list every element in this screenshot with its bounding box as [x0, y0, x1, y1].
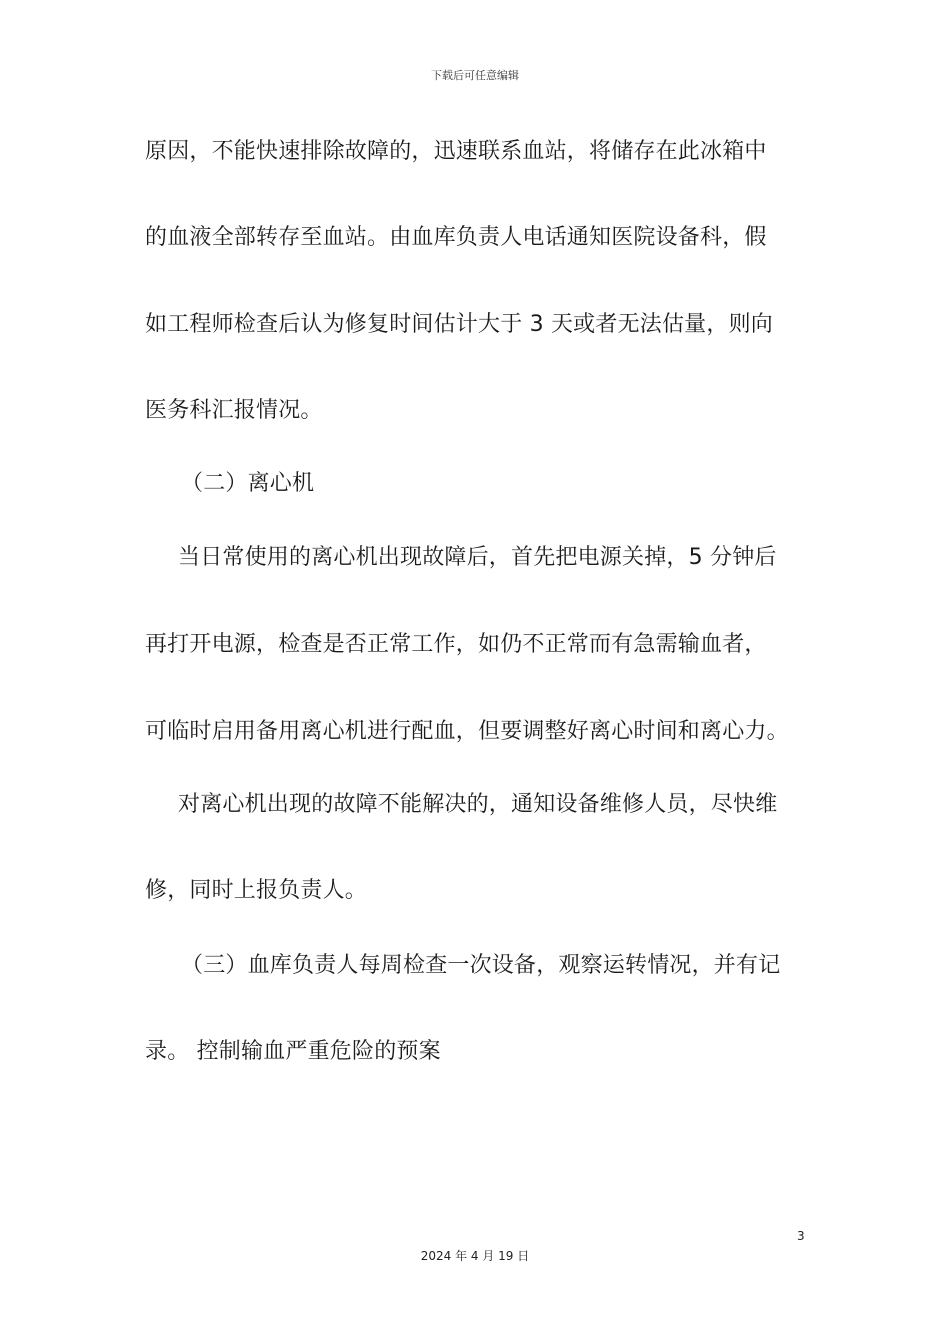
footer-date: 2024 年 4 月 19 日 — [420, 1249, 530, 1263]
paragraph-line: 可临时启用备用离心机进行配血，但要调整好离心时间和离心力。 — [145, 719, 789, 744]
paragraph-line: 医务科汇报情况。 — [145, 398, 323, 423]
section-heading: （二）离心机 — [181, 471, 315, 496]
paragraph-line: 再打开电源，检查是否正常工作，如仍不正常而有急需输血者， — [145, 632, 767, 657]
page-number: 3 — [797, 1229, 805, 1243]
paragraph-line: 的血液全部转存至血站。由血库负责人电话通知医院设备科，假 — [145, 225, 767, 250]
paragraph-line: 对离心机出现的故障不能解决的，通知设备维修人员，尽快维 — [178, 792, 778, 817]
paragraph-line: 当日常使用的离心机出现故障后，首先把电源关掉，5 分钟后 — [178, 545, 777, 570]
header-note: 下载后可任意编辑 — [431, 69, 519, 82]
paragraph-line: 修，同时上报负责人。 — [145, 878, 368, 903]
paragraph-line: （三）血库负责人每周检查一次设备，观察运转情况，并有记 — [181, 953, 781, 978]
paragraph-line: 原因，不能快速排除故障的，迅速联系血站，将储存在此冰箱中 — [145, 139, 767, 164]
paragraph-line: 如工程师检查后认为修复时间估计大于 3 天或者无法估量，则向 — [145, 312, 773, 337]
paragraph-line: 录。 控制输血严重危险的预案 — [145, 1039, 441, 1064]
